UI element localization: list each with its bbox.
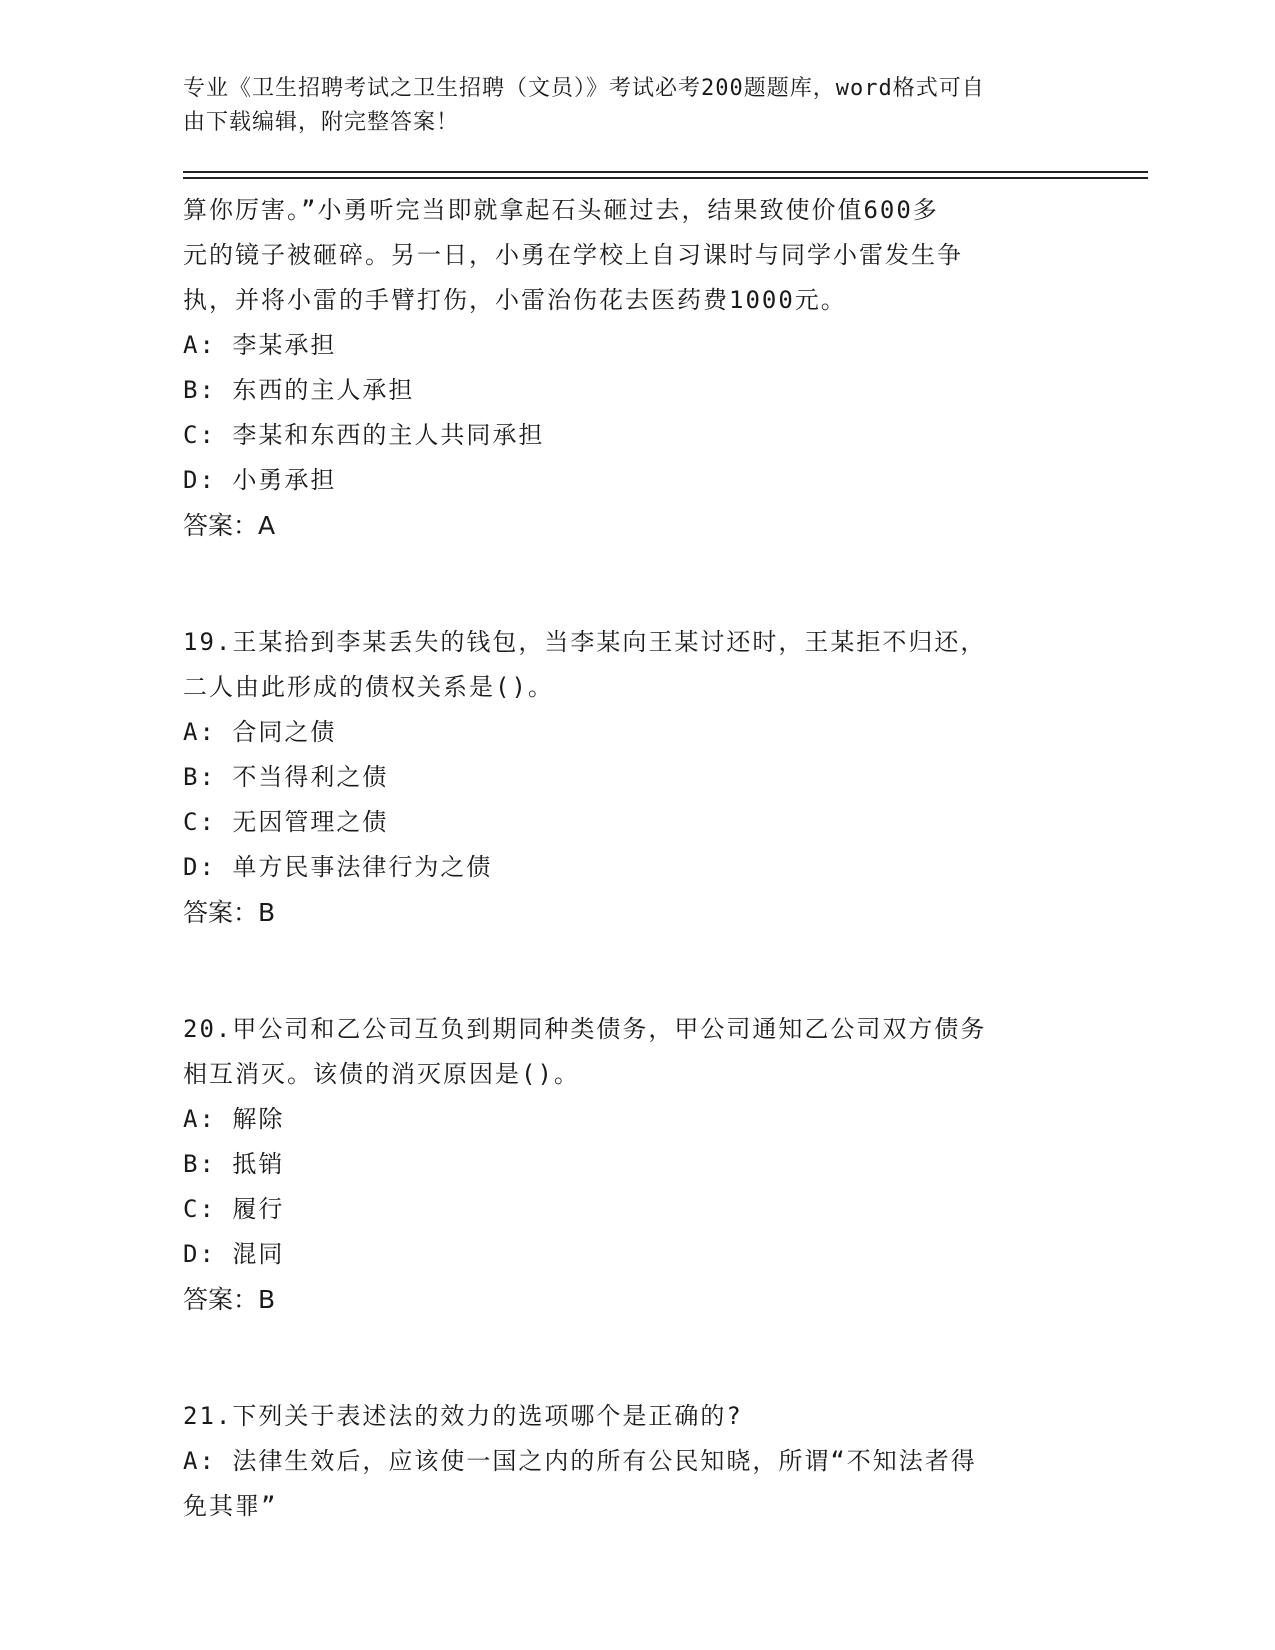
question-20 [183, 1007, 1063, 1322]
option-a: A: 解除 [183, 1105, 285, 1133]
question-text-line: 算你厉害。”小勇听完当即就拿起石头砸过去，结果致使价值600多 [183, 196, 939, 224]
option-d: D: 单方民事法律行为之债 [183, 853, 493, 881]
option-c: C: 无因管理之债 [183, 808, 389, 836]
question-text-line: 21.下列关于表述法的效力的选项哪个是正确的? [183, 1402, 743, 1430]
question-21 [183, 1394, 1063, 1529]
answer-line: 答案：B [183, 898, 276, 927]
header-line-2: 由下载编辑，附完整答案！ [183, 110, 460, 135]
option-d: D: 小勇承担 [183, 466, 337, 494]
question-19 [183, 620, 1063, 935]
question-text-line: 相互消灭。该债的消灭原因是()。 [183, 1060, 580, 1088]
answer-line: 答案：B [183, 1285, 276, 1314]
option-b: B: 不当得利之债 [183, 763, 389, 791]
document-body [183, 188, 1063, 1529]
question-text-line: 二人由此形成的债权关系是()。 [183, 673, 554, 701]
option-b: B: 东西的主人承担 [183, 376, 415, 404]
option-a-continued: 免其罪” [183, 1492, 278, 1520]
header-line-1: 专业《卫生招聘考试之卫生招聘（文员）》考试必考200题题库，word格式可自 [183, 76, 985, 101]
question-text-line: 20.甲公司和乙公司互负到期同种类债务，甲公司通知乙公司双方债务 [183, 1015, 987, 1043]
spacer [183, 935, 1063, 1007]
option-a: A: 李某承担 [183, 331, 337, 359]
option-a: A: 法律生效后，应该使一国之内的所有公民知晓，所谓“不知法者得 [183, 1447, 977, 1475]
question-text-line: 元的镜子被砸碎。另一日，小勇在学校上自习课时与同学小雷发生争 [183, 241, 963, 269]
question-18 [183, 188, 1063, 548]
option-a: A: 合同之债 [183, 718, 337, 746]
option-d: D: 混同 [183, 1240, 285, 1268]
document-header [183, 72, 1063, 140]
spacer [183, 1322, 1063, 1394]
option-c: C: 履行 [183, 1195, 285, 1223]
question-text-line: 执，并将小雷的手臂打伤，小雷治伤花去医药费1000元。 [183, 286, 847, 314]
question-text-line: 19.王某拾到李某丢失的钱包，当李某向王某讨还时，王某拒不归还， [183, 628, 987, 656]
answer-line: 答案：A [183, 511, 276, 540]
spacer [183, 548, 1063, 620]
option-c: C: 李某和东西的主人共同承担 [183, 421, 545, 449]
header-rule-bottom [183, 177, 1148, 179]
header-rule-top [183, 171, 1148, 173]
option-b: B: 抵销 [183, 1150, 285, 1178]
